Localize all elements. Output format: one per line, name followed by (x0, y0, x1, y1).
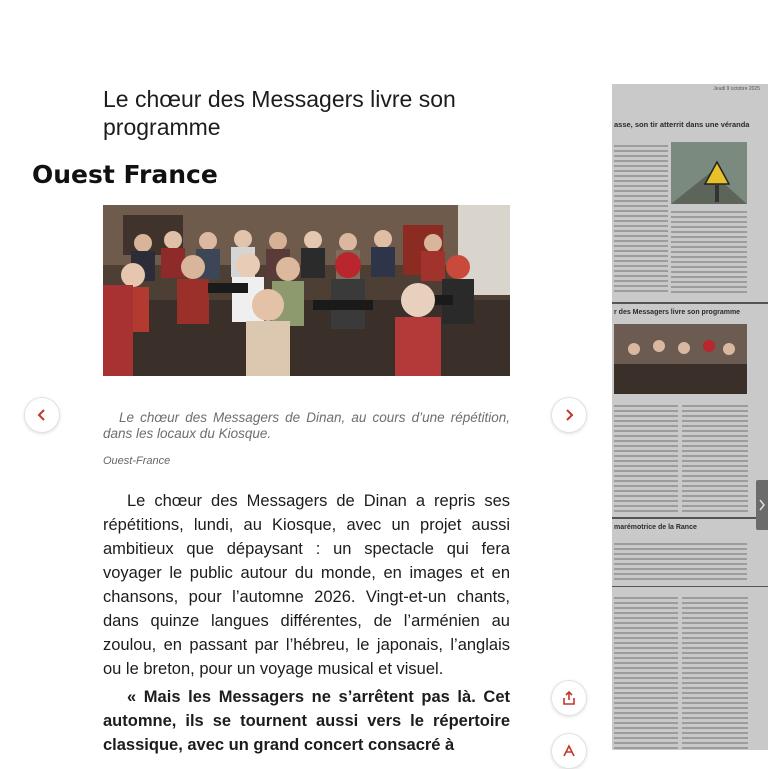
text-column (682, 402, 748, 512)
newspaper-page-preview[interactable] (612, 84, 768, 750)
preview-photo (671, 142, 747, 204)
paragraph: « Mais les Messagers ne s’arrêtent pas là. Cet automne, ils se tournent aussi vers le répertoire classique, avec un grand concert consacré à (103, 688, 510, 754)
preview-headline: marémotrice de la Rance (614, 524, 697, 531)
article-headline: Le chœur des Messagers livre son programme (103, 86, 456, 140)
source-logo: Ouest France (32, 160, 218, 189)
preview-headline: r des Messagers livre son programme (614, 309, 741, 316)
chevron-left-icon (35, 408, 49, 422)
text-column (614, 594, 678, 750)
next-button[interactable] (551, 397, 587, 433)
text-column (614, 402, 678, 512)
share-icon (562, 691, 576, 705)
chevron-right-icon (758, 499, 766, 511)
text-column (614, 142, 668, 292)
paragraph: Le chœur des Messagers de Dinan a repris ses répétitions, lundi, au Kiosque, avec un projet aussi ambitieux que dépaysant : un spectacle qui fera voyager le public autour du monde, en images et en chansons, pour l’automne 2026. Vingt-et-un chants, dans quinze langues différentes, de l’arménien au zoulou, en passant par l’hébreu, le japonais, l’anglais ou le breton, pour un voyage musical et visuel. (103, 492, 510, 678)
text-column (614, 540, 747, 580)
chevron-right-icon (562, 408, 576, 422)
preview-photo (614, 324, 747, 394)
text-size-button[interactable] (551, 733, 587, 769)
photo-caption: Le chœur des Messagers de Dinan, au cours d’une répétition, dans les locaux du Kiosque. (103, 410, 510, 441)
photo-credit: Ouest-France (103, 455, 171, 467)
text-size-icon (562, 744, 576, 758)
previous-button[interactable] (24, 397, 60, 433)
page-date: Jeudi 9 octobre 2025 (713, 86, 760, 92)
article-photo (103, 205, 510, 376)
next-page-handle[interactable] (756, 480, 768, 530)
text-column (682, 594, 748, 750)
article-body (103, 489, 510, 757)
text-column (671, 208, 747, 293)
share-button[interactable] (551, 680, 587, 716)
preview-headline: asse, son tir atterrit dans une véranda (614, 120, 750, 129)
